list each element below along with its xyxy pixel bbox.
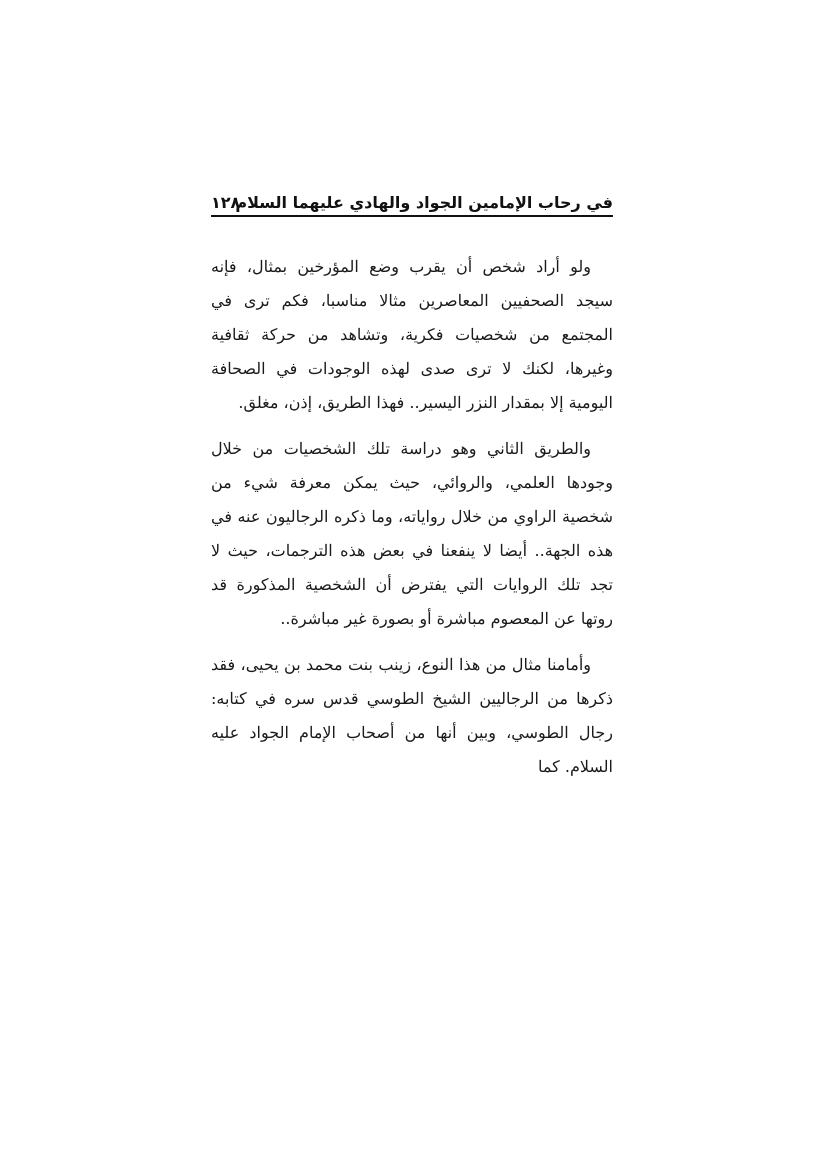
paragraph-1: ولو أراد شخص أن يقرب وضع المؤرخين بمثال، فإنه سيجد الصحفيين المعاصرين مثالا مناسبا، فكم ترى في المجتمع من شخصيات فكرية، وتشاهد من حركة ثقافية وغيرها، لكنك لا ترى صدى لهذه الوجودات في الصحافة اليومية إلا بمقدار النزر اليسير.. فهذا الطريق، إذن، مغلق. [211, 257, 613, 412]
page-number: ١٢٨ [211, 193, 241, 212]
paragraph-3: وأمامنا مثال من هذا النوع، زينب بنت محمد بن يحيى، فقد ذكرها من الرجاليين الشيخ الطوسي قدس سره في كتابه: رجال الطوسي، وبين أنها من أصحاب الإمام الجواد عليه السلام. كما [211, 655, 613, 776]
header-divider [211, 215, 613, 217]
body-text [211, 250, 613, 796]
running-header-title: في رحاب الإمامين الجواد والهادي عليهما السلام [235, 193, 613, 212]
running-header [211, 189, 613, 221]
paragraph-2: والطريق الثاني وهو دراسة تلك الشخصيات من خلال وجودها العلمي، والروائي، حيث يمكن معرفة شيء من شخصية الراوي من خلال رواياته، وما ذكره الرجاليون عنه في هذه الجهة.. أيضا لا ينفعنا في بعض هذه الترجمات، حيث لا تجد تلك الروايات التي يفترض أن الشخصية المذكورة قد روتها عن المعصوم مباشرة أو بصورة غير مباشرة.. [211, 439, 613, 628]
